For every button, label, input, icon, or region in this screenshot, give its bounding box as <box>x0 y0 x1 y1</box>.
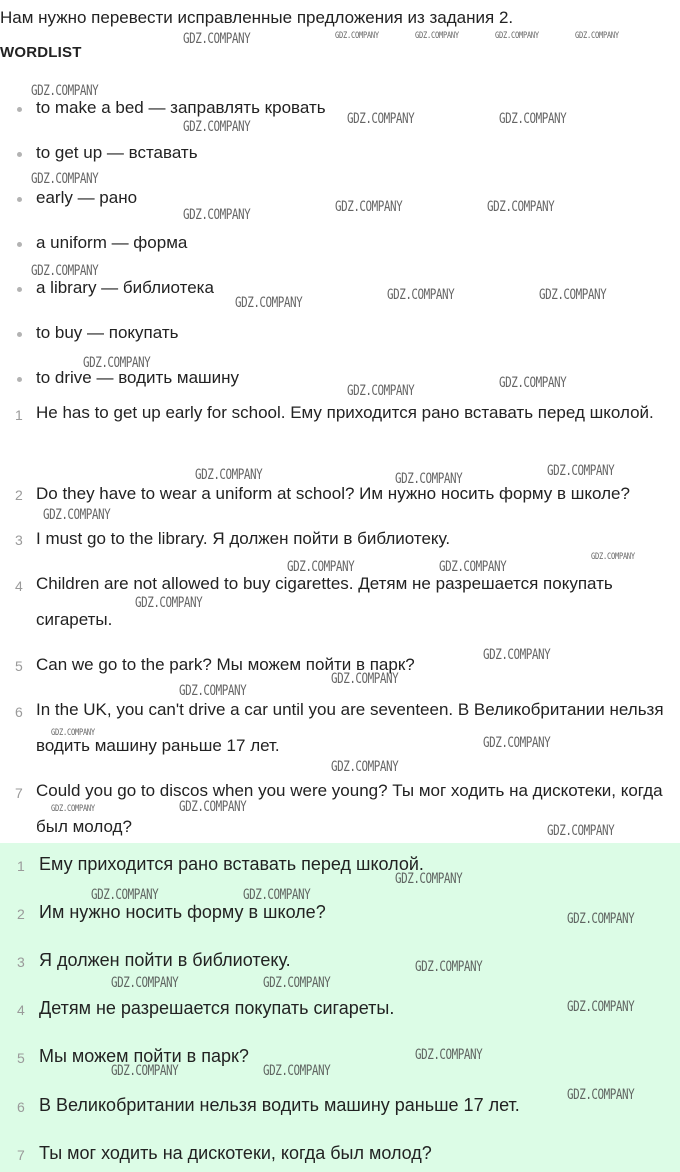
watermark: GDZ.COMPANY <box>387 287 455 303</box>
wordlist-item-text: a uniform — форма <box>36 233 188 252</box>
wordlist-heading: WORDLIST <box>0 44 82 61</box>
watermark: GDZ.COMPANY <box>499 111 567 127</box>
watermark: GDZ.COMPANY <box>439 559 507 575</box>
sentence-text: Do they have to wear a uniform at school? Им нужно носить форму в школе? <box>36 484 630 503</box>
watermark: GDZ.COMPANY <box>263 975 331 991</box>
list-item <box>0 232 680 256</box>
watermark: GDZ.COMPANY <box>415 1047 483 1063</box>
answer-item <box>0 948 680 976</box>
answer-text: Детям не разрешается покупать сигареты. <box>39 998 395 1018</box>
item-number: 7 <box>17 1147 25 1163</box>
watermark: GDZ.COMPANY <box>487 199 555 215</box>
bullet-icon <box>17 197 22 202</box>
list-item <box>0 322 680 346</box>
answer-text: Ему приходится рано вставать перед школой. <box>39 854 424 874</box>
watermark: GDZ.COMPANY <box>43 507 111 523</box>
watermark: GDZ.COMPANY <box>263 1063 331 1079</box>
watermark: GDZ.COMPANY <box>31 171 99 187</box>
bullet-icon <box>17 152 22 157</box>
item-number: 1 <box>15 407 23 423</box>
watermark: GDZ.COMPANY <box>135 595 203 611</box>
item-number: 3 <box>15 532 23 548</box>
watermark: GDZ.COMPANY <box>567 999 635 1015</box>
sentence-text: In the UK, you can't drive a car until you are seventeen. В Великобритании нельзя водить машину раньше 17 лет. <box>36 700 664 755</box>
watermark: GDZ.COMPANY <box>83 355 151 371</box>
sentence-text: I must go to the library. Я должен пойти в библиотеку. <box>36 529 451 548</box>
watermark: GDZ.COMPANY <box>395 471 463 487</box>
watermark: GDZ.COMPANY <box>415 31 459 41</box>
bullet-icon <box>17 107 22 112</box>
wordlist-item-text: to make a bed — заправлять кровать <box>36 98 326 117</box>
answer-item <box>0 1044 680 1072</box>
sentence-text: He has to get up early for school. Ему приходится рано вставать перед школой. <box>36 403 654 422</box>
answer-text: Мы можем пойти в парк? <box>39 1046 249 1066</box>
bullet-icon <box>17 287 22 292</box>
item-number: 6 <box>17 1099 25 1115</box>
answer-text: Им нужно носить форму в школе? <box>39 902 326 922</box>
item-number: 7 <box>15 785 23 801</box>
list-item <box>0 97 680 121</box>
sentence-text: Can we go to the park? Мы можем пойти в парк? <box>36 655 415 674</box>
watermark: GDZ.COMPANY <box>591 552 635 562</box>
watermark: GDZ.COMPANY <box>31 263 99 279</box>
wordlist-item-text: to get up — вставать <box>36 143 198 162</box>
watermark: GDZ.COMPANY <box>331 759 399 775</box>
answer-item <box>0 1141 680 1169</box>
wordlist-item-text: early — рано <box>36 188 138 207</box>
item-number: 4 <box>15 578 23 594</box>
watermark: GDZ.COMPANY <box>51 728 95 738</box>
item-number: 5 <box>17 1050 25 1066</box>
watermark: GDZ.COMPANY <box>483 735 551 751</box>
watermark: GDZ.COMPANY <box>483 647 551 663</box>
watermark: GDZ.COMPANY <box>111 1063 179 1079</box>
watermark: GDZ.COMPANY <box>111 975 179 991</box>
watermark: GDZ.COMPANY <box>395 871 463 887</box>
answer-text: В Великобритании нельзя водить машину раньше 17 лет. <box>39 1095 520 1115</box>
watermark: GDZ.COMPANY <box>567 911 635 927</box>
watermark: GDZ.COMPANY <box>499 375 567 391</box>
watermark: GDZ.COMPANY <box>575 31 619 41</box>
watermark: GDZ.COMPANY <box>243 887 311 903</box>
item-number: 5 <box>15 658 23 674</box>
watermark: GDZ.COMPANY <box>335 199 403 215</box>
watermark: GDZ.COMPANY <box>567 1087 635 1103</box>
watermark: GDZ.COMPANY <box>195 467 263 483</box>
item-number: 3 <box>17 954 25 970</box>
watermark: GDZ.COMPANY <box>347 383 415 399</box>
intro-text: Нам нужно перевести исправленные предложения из задания 2. <box>0 8 514 27</box>
watermark: GDZ.COMPANY <box>287 559 355 575</box>
watermark: GDZ.COMPANY <box>335 31 379 41</box>
item-number: 6 <box>15 704 23 720</box>
watermark: GDZ.COMPANY <box>183 207 251 223</box>
answer-text: Ты мог ходить на дискотеки, когда был молод? <box>39 1143 432 1163</box>
watermark: GDZ.COMPANY <box>547 463 615 479</box>
watermark: GDZ.COMPANY <box>539 287 607 303</box>
watermark: GDZ.COMPANY <box>31 83 99 99</box>
wordlist-item-text: to drive — водить машину <box>36 368 240 387</box>
item-number: 1 <box>17 858 25 874</box>
wordlist-item-text: a library — библиотека <box>36 278 214 297</box>
wordlist-item-text: to buy — покупать <box>36 323 179 342</box>
answer-item <box>0 852 680 880</box>
item-number: 2 <box>15 487 23 503</box>
watermark: GDZ.COMPANY <box>415 959 483 975</box>
watermark: GDZ.COMPANY <box>179 683 247 699</box>
answer-text: Я должен пойти в библиотеку. <box>39 950 291 970</box>
item-number: 4 <box>17 1002 25 1018</box>
watermark: GDZ.COMPANY <box>91 887 159 903</box>
watermark: GDZ.COMPANY <box>347 111 415 127</box>
bullet-icon <box>17 377 22 382</box>
watermark: GDZ.COMPANY <box>331 671 399 687</box>
list-item <box>0 142 680 166</box>
watermark: GDZ.COMPANY <box>547 823 615 839</box>
bullet-icon <box>17 242 22 247</box>
item-number: 2 <box>17 906 25 922</box>
watermark: GDZ.COMPANY <box>179 799 247 815</box>
sentence-text: Could you go to discos when you were young? Ты мог ходить на дискотеки, когда был молод? <box>36 781 663 836</box>
sentence-text: Children are not allowed to buy cigarettes. Детям не разрешается покупать сигареты. <box>36 574 613 629</box>
watermark: GDZ.COMPANY <box>51 804 95 814</box>
watermark: GDZ.COMPANY <box>183 31 251 47</box>
bullet-icon <box>17 332 22 337</box>
watermark: GDZ.COMPANY <box>235 295 303 311</box>
watermark: GDZ.COMPANY <box>183 119 251 135</box>
watermark: GDZ.COMPANY <box>495 31 539 41</box>
